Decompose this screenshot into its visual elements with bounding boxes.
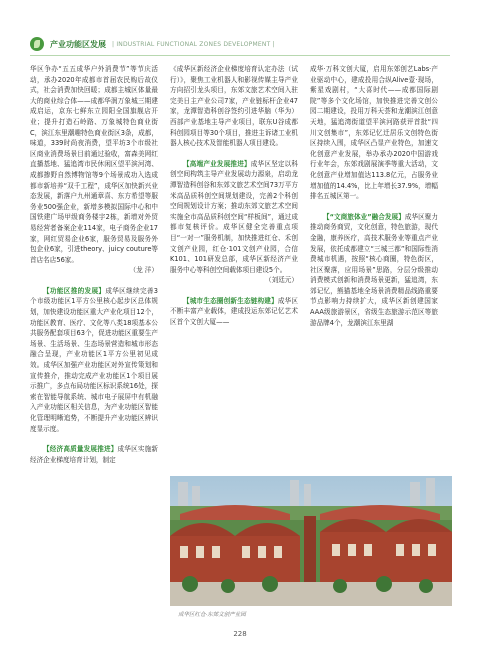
section-title: 产业功能区发展 <box>50 39 106 49</box>
subheading: 【经济高质量发展推进】 <box>43 445 118 454</box>
paragraph-text: 成华区坚定以科创空间构筑主导产业发展动力源泉，启动龙潭智造科创谷和东郊文旅艺术空间73万平方米高品质科创空间规划建设，完善2个科创空间规划设计方案；推动东郊文旅艺术空间实施全市高品质科创空间“样板间”，通过成都市复核评价。成华区健全完善重点项目“一对一”服务机制，加快推进红仓、禾创文创产业园，红仓·101文创产业园，合信K101、101研发总部，成华区新经济产业服务中心等科创空间载体项目建设5个。 <box>170 159 298 274</box>
paragraph-text: 成华区聚力推动商务商贸，文化创意，特色旅游，现代金融，康养医疗，高技术服务业等重点产业发展，依托成都建立“三城三都”和国际性消费城市机遇，按照“核心商圈，特色街区，社区聚落，应用场景”思路，分层分级推动消费模式创新和消费场景更新，猛追湾，东郊记忆，熊猫基地全场景消费精品线路重要节点影响力持续扩大，成华区新创建国家AAA级旅游景区，省级生态旅游示范区等旅游品牌4个，龙潮滨江东里湖 <box>310 212 438 327</box>
author-signature: （刘廷元） <box>265 276 298 285</box>
subheading: 【城市生态圈创新生态链构建】 <box>183 296 278 305</box>
paragraph <box>170 159 298 276</box>
paragraph-text: 成华区实施新经济企业梯度培育计划，制定 <box>30 445 158 464</box>
header-divider <box>30 55 450 56</box>
paragraph: 华区争办“五五成华户外消费节”等节庆活动，承办2020年成都市首届农民购后故仪式，社会消费加快回暖；成都主城区体量最大的商业综合体——成都华润万象城三期建成启运，京东七鲜东立园阳全国旗舰店开业；提升打造石岭路、万象城特色商业街C，滨江东里潮趣特色商业街区3条，成都，味道，339时尚夜消费，望平坊3个市级社区商业消费场景目前通过验收，富森美网红直播基地、猛追湾市民休闲区望平滨河湾、成都掺野自然博物馆等9个场景成功入选成都市新培养“双千工程”，成华区加快新兴业态发展，新落户九州通章喜、东方希望等服务业500强企业，新增多模拟国际中心和中国铁建广场甲级商务楼宇2栋，新增对外贸易经营者备案企业114家，电子商务企业17家，网红贸易企业6家，服务贸易及服务外包企业6家，引进theory、juicy couture等首店名店56家。 <box>30 65 158 264</box>
page-header <box>30 36 460 52</box>
subheading: 【“文商旅体业”融合发展】 <box>323 212 405 221</box>
author-signature: （龙 洋） <box>129 266 158 275</box>
subheading: 【功能区推的发展】 <box>43 286 106 295</box>
paragraph <box>30 286 158 434</box>
industrial-park-photo <box>170 476 452 606</box>
subheading: 【高端产业发展推进】 <box>183 159 251 168</box>
section-subtitle: | INDUSTRIAL FUNCTIONAL ZONES DEVELOPMENT | <box>112 40 275 48</box>
paragraph: 《成华区新经济企业梯度培育认定办法（试行）》，聚焦工业机器人和影视传媒主导产业方向招引龙头项目，东郊文旅艺术空间入驻完美日主产业公司7家，产业链标杆企业47家，龙潭智造科创谷签约引进华脑（华为）西部产业基地主导产业项目，联东U谷成都科创园项目等30个项目，推进主诉诸工业机器人核心技术及智能机器人项目建设。 <box>170 65 298 148</box>
paragraph: 成华·万科文创大厦，启用东郊创艺Labs·产业驱动中心，建成投用合纵Alive壹·现场，紫星戏剧村，“大喜时代——成都国际剧院”等多个文化场馆，加快推进完善文创公园二期建设，投用万科天荟和龙潮滨江创意天地，猛追湾街道望平滨河路获评首批“四川文创集市”，东郊记忆迁居乐文创特色街区持续入围，成华区凸显产业特色，加速文化创意产业发展，举办承办2020中国游戏行业年会，东郊戏剧展演季等重大活动，文化创意产业增加值达113.8亿元，占服务业增加值的14.4%，比上年增长37.9%，增幅排名五城区第一。 <box>310 65 438 201</box>
park-aerial-illustration <box>170 476 452 606</box>
paragraph-text: 成华区继续完善3个市级功能区1平方公里核心起步区总体规划，加快建设功能区重大产业化项目12个，功能区教育、医疗、文化等八类18项基本公共服务配套项目63个，促进功能区重要生产场景、生活场景、生态场景营造和城市形态融合呈现，产业功能区1平方公里初见成效。成华区加强产业功能区对外宣传策划和宣传推介，推动完成产业功能区1个项目展示推广，多点布局功能区标识系统16处，探索在智能导航系统、城市电子展屏中有机融入产业功能区相关信息，为产业功能区智能化管理明晰追势，不断提升产业功能区辨识度显示度。 <box>30 286 158 433</box>
paragraph-text: 成华区不断丰富产业载体，建成投运东郊记忆艺术区首个文创大厦—— <box>170 296 298 327</box>
leaf-logo-icon <box>30 37 44 51</box>
page-number: 228 <box>233 630 247 638</box>
column-2 <box>170 64 298 472</box>
paragraph <box>310 212 438 329</box>
column-3 <box>310 64 438 474</box>
column-1 <box>30 64 158 624</box>
paragraph <box>30 444 158 465</box>
paragraph <box>170 296 298 328</box>
photo-caption: 成华区红仓·东郊文创产业园 <box>178 612 246 618</box>
